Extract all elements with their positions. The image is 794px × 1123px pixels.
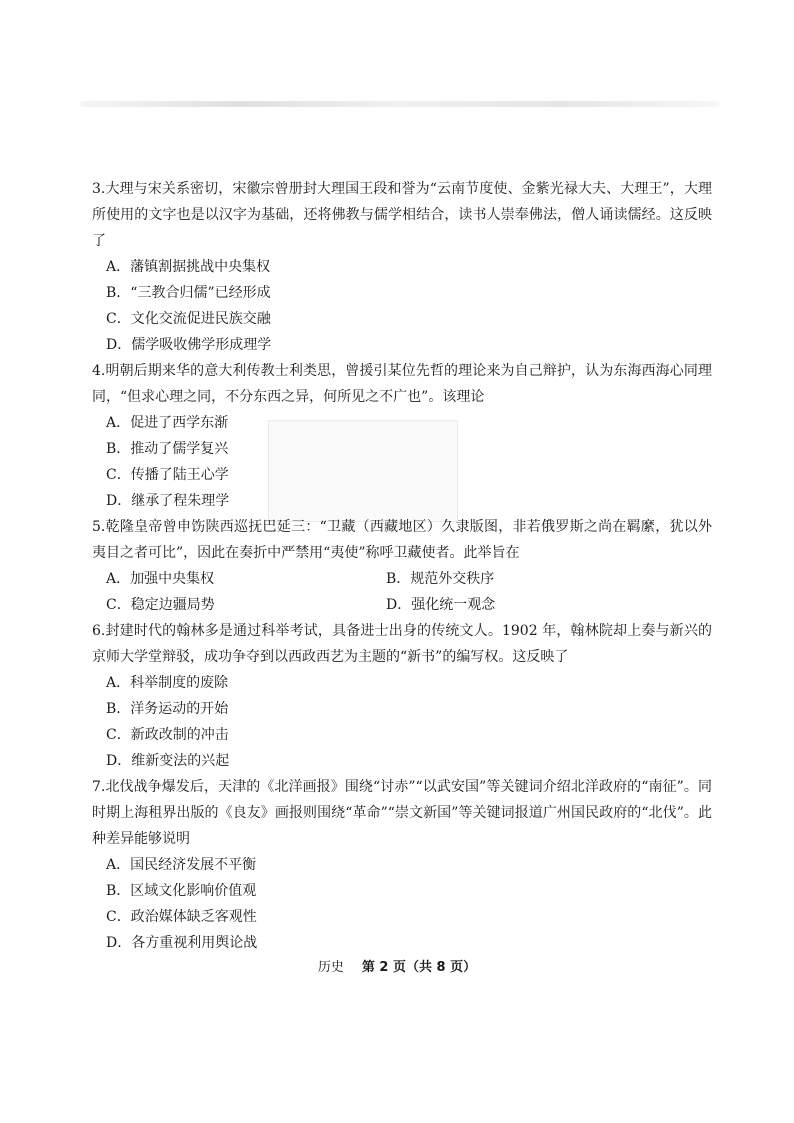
page-footer (0, 956, 794, 975)
option-c: C．传播了陆王心学 (106, 467, 229, 483)
question-6 (92, 618, 712, 774)
option-c: C．新政改制的冲击 (106, 727, 229, 743)
option-c: C．稳定边疆局势 (106, 597, 215, 613)
option-b: B．区域文化影响价值观 (106, 883, 257, 899)
option-b: B．“三教合归儒”已经形成 (106, 285, 271, 301)
question-stem: 5.乾隆皇帝曾申饬陕西巡抚巴延三：“卫藏（西藏地区）久隶版图，非若俄罗斯之尚在羁縻，犹以外夷目之者可比”，因此在奏折中严禁用“夷使”称呼卫藏使者。此举旨在 (92, 519, 712, 561)
option-a: A．国民经济发展不平衡 (106, 857, 257, 873)
option-c: C．文化交流促进民族交融 (106, 311, 271, 327)
question-stem: 4.明朝后期来华的意大利传教士利类思，曾援引某位先哲的理论来为自己辩护，认为东海西海心同理同，“但求心理之同，不分东西之异，何所见之不广也”。该理论 (92, 363, 712, 405)
question-stem: 3.大理与宋关系密切，宋徽宗曾册封大理国王段和誉为“云南节度使、金紫光禄大夫、大理王”，大理所使用的文字也是以汉字为基础，还将佛教与儒学相结合，读书人崇奉佛法，僧人诵读儒经。这反映了 (92, 181, 712, 249)
option-d: D．维新变法的兴起 (106, 753, 230, 769)
option-a: A．科举制度的废除 (106, 675, 229, 691)
question-5 (92, 514, 712, 618)
question-4 (92, 358, 712, 514)
option-b: B．推动了儒学复兴 (106, 441, 229, 457)
option-d: D．强化统一观念 (386, 597, 496, 613)
options-grid (92, 566, 712, 618)
option-a: A．加强中央集权 (106, 571, 215, 587)
option-d: D．各方重视利用舆论战 (106, 935, 258, 951)
option-d: D．继承了程朱理学 (106, 493, 230, 509)
option-c: C．政治媒体缺乏客观性 (106, 909, 257, 925)
option-a: A．藩镇割据挑战中央集权 (106, 259, 271, 275)
exam-content (92, 176, 712, 956)
scan-shadow-band (80, 101, 720, 107)
question-stem: 6.封建时代的翰林多是通过科举考试，具备进士出身的传统文人。1902 年，翰林院却上奏与新兴的京师大学堂辩驳，成功争夺到以西政西艺为主题的“新书”的编写权。这反映了 (92, 623, 712, 665)
question-stem: 7.北伐战争爆发后，天津的《北洋画报》围绕“讨赤”“以武安国”等关键词介绍北洋政府的“南征”。同时期上海租界出版的《良友》画报则围绕“革命”“崇文新国”等关键词报道广州国民政府的“北伐”。此种差异能够说明 (92, 779, 712, 847)
option-d: D．儒学吸收佛学形成理学 (106, 337, 272, 353)
option-a: A．促进了西学东渐 (106, 415, 229, 431)
footer-subject: 历史 (317, 960, 344, 975)
question-3 (92, 176, 712, 358)
footer-page-number: 第 2 页（共 8 页） (361, 960, 477, 975)
question-7 (92, 774, 712, 956)
option-b: B．规范外交秩序 (386, 571, 495, 587)
option-b: B．洋务运动的开始 (106, 701, 229, 717)
